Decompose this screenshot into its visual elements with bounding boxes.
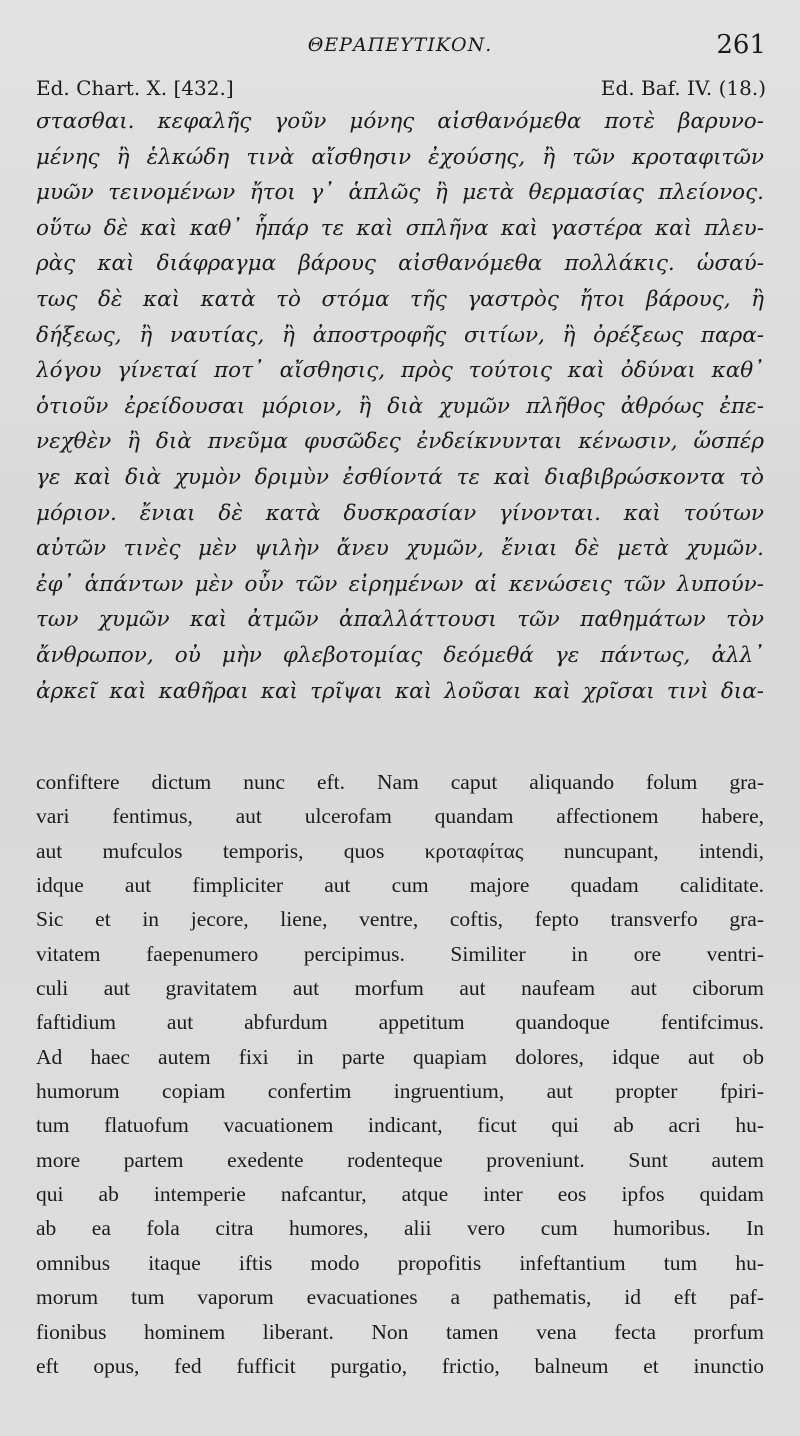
latin-line: vari fentimus, aut ulcerofam quandam affectionem habere, — [36, 804, 764, 829]
latin-line: faftidium aut abfurdum appetitum quandoque fentifcimus. — [36, 1010, 764, 1035]
edition-reference-line — [36, 76, 766, 106]
greek-line: γε καὶ διὰ χυμὸν δριμὺν ἐσθίοντά τε καὶ διαβιβρώσκοντα τὸ — [36, 464, 764, 490]
greek-line: δήξεως, ἢ ναυτίας, ἢ ἀποστροφῆς σιτίων, ἢ ὀρέξεως παρα- — [36, 322, 764, 348]
greek-line: λόγου γίνεταί ποτ᾽ αἴσθησις, πρὸς τούτοις καὶ ὀδύναι καθ᾽ — [36, 358, 764, 384]
latin-line: vitatem faepenumero percipimus. Similiter in ore ventri- — [36, 941, 764, 966]
latin-line: Ad haec autem fixi in parte quapiam dolores, idque aut ob — [36, 1044, 764, 1069]
latin-line: fionibus hominem liberant. Non tamen vena fecta prorfum — [36, 1319, 764, 1344]
latin-line: eft opus, fed fufficit purgatio, frictio, balneum et inunctio — [36, 1353, 764, 1378]
greek-line: ὁτιοῦν ἐρείδουσαι μόριον, ἢ διὰ χυμῶν πλῆθος ἀθρόως ἐπε- — [36, 393, 764, 419]
greek-text-block — [36, 104, 764, 709]
running-title: ΘΕΡΑΠΕΥΤΙΚΟΝ. — [307, 34, 493, 56]
latin-line: Sic et in jecore, liene, ventre, coftis, fepto transverfo gra- — [36, 907, 764, 932]
greek-line: ρὰς καὶ διάφραγμα βάρους αἰσθανόμεθα πολλάκις. ὡσαύ- — [36, 251, 764, 277]
page-number: 261 — [716, 30, 766, 60]
latin-line: qui ab intemperie nafcantur, atque inter eos ipfos quidam — [36, 1182, 764, 1207]
greek-line: ἀρκεῖ καὶ καθῆραι καὶ τρῖψαι καὶ λοῦσαι καὶ χρῖσαι τινὶ δια- — [36, 678, 764, 704]
greek-line: στασθαι. κεφαλῆς γοῦν μόνης αἰσθανόμεθα ποτὲ βαρυνο- — [36, 109, 764, 134]
greek-line: μυῶν τεινομένων ἤτοι γ᾽ ἁπλῶς ἢ μετὰ θερμασίας πλείονος. — [36, 180, 764, 206]
latin-line: confiftere dictum nunc eft. Nam caput aliquando folum gra- — [36, 770, 764, 794]
running-head — [0, 28, 800, 62]
greek-line: τως δὲ καὶ κατὰ τὸ στόμα τῆς γαστρὸς ἤτοι βάρους, ἢ — [36, 286, 764, 312]
greek-line: μόριον. ἔνιαι δὲ κατὰ δυσκρασίαν γίνονται. καὶ τούτων — [36, 500, 764, 526]
greek-line: ἐφ᾽ ἁπάντων μὲν οὖν τῶν εἰρημένων αἱ κενώσεις τῶν λυπούν- — [36, 571, 764, 597]
latin-text-block — [36, 765, 764, 1383]
edition-reference-left: Ed. Chart. X. [432.] — [36, 76, 234, 100]
latin-line: aut mufculos temporis, quos κροταφίτας nuncupant, intendi, — [36, 838, 764, 863]
latin-line: idque aut fimpliciter aut cum majore quadam caliditate. — [36, 873, 764, 898]
greek-line: αὐτῶν τινὲς μὲν ψιλὴν ἄνευ χυμῶν, ἔνιαι δὲ μετὰ χυμῶν. — [36, 536, 764, 562]
latin-line: morum tum vaporum evacuationes a pathematis, id eft paf- — [36, 1285, 764, 1310]
greek-line: νεχθὲν ἢ διὰ πνεῦμα φυσῶδες ἐνδείκνυνται κένωσιν, ὥσπέρ — [36, 429, 764, 455]
latin-line: culi aut gravitatem aut morfum aut naufeam aut ciborum — [36, 976, 764, 1001]
latin-line: more partem exedente rodenteque proveniunt. Sunt autem — [36, 1147, 764, 1172]
latin-line: humorum copiam confertim ingruentium, aut propter fpiri- — [36, 1079, 764, 1104]
greek-line: οὕτω δὲ καὶ καθ᾽ ἧπάρ τε καὶ σπλῆνα καὶ γαστέρα καὶ πλευ- — [36, 215, 764, 241]
greek-line: ἄνθρωπον, οὐ μὴν φλεβοτομίας δεόμεθά γε πάντως, ἀλλ᾽ — [36, 642, 764, 668]
latin-line: omnibus itaque iftis modo propofitis infeftantium tum hu- — [36, 1250, 764, 1275]
greek-line: μένης ἢ ἑλκώδη τινὰ αἴσθησιν ἐχούσης, ἢ τῶν κροταφιτῶν — [36, 144, 764, 170]
latin-line: tum flatuofum vacuationem indicant, ficut qui ab acri hu- — [36, 1113, 764, 1138]
edition-reference-right: Ed. Baf. IV. (18.) — [600, 76, 766, 100]
greek-line: των χυμῶν καὶ ἀτμῶν ἀπαλλάττουσι τῶν παθημάτων τὸν — [36, 607, 764, 633]
latin-line: ab ea fola citra humores, alii vero cum humoribus. In — [36, 1216, 764, 1241]
